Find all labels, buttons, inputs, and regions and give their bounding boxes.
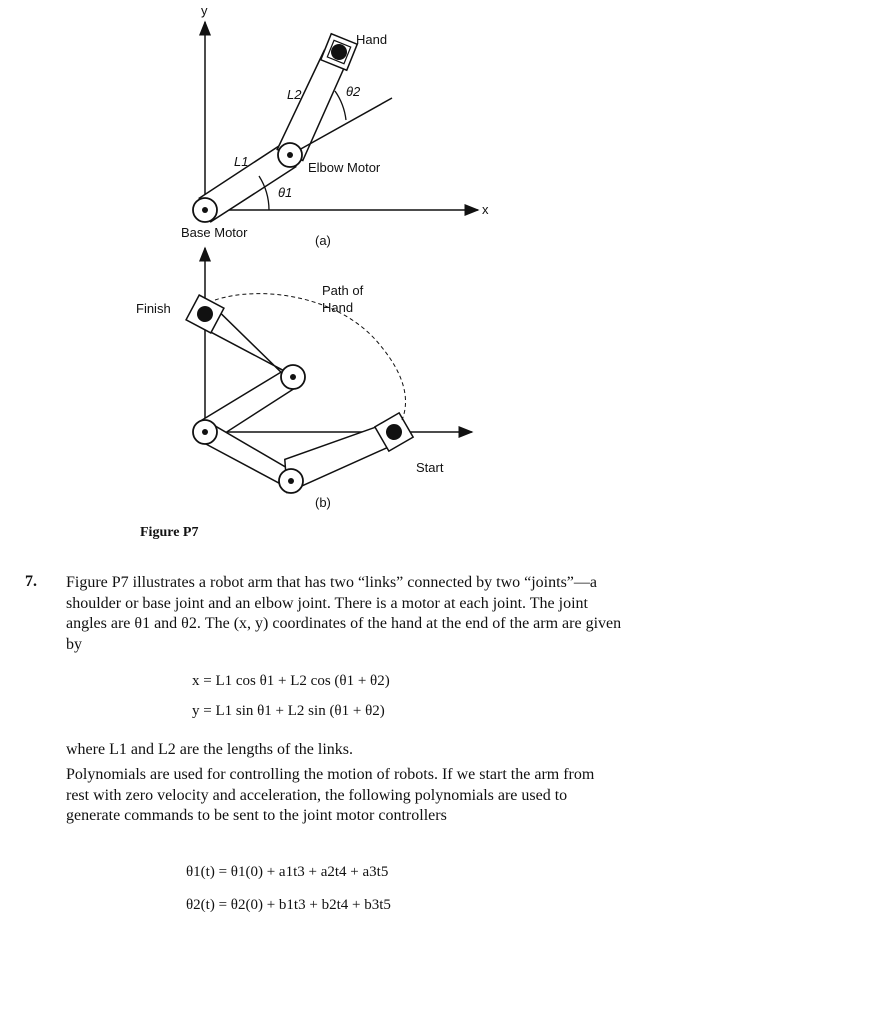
polynomial-intro: Polynomials are used for controlling the motion of robots. If we start the arm from rest with zero velocity and acceleration, the following polynomials are used to generate commands to be sent to the joint motor controllers	[66, 766, 595, 824]
link2-label: L2	[287, 87, 302, 102]
start-label: Start	[416, 460, 444, 475]
equation-theta1	[186, 864, 388, 881]
link1-label: L1	[234, 154, 249, 169]
problem-number: 7.	[25, 573, 37, 590]
y-axis-label: y	[201, 3, 208, 18]
where-text: where L1 and L2 are the lengths of the links.	[66, 741, 354, 758]
equation-y	[192, 703, 385, 720]
finish-label: Finish	[136, 301, 171, 316]
equation-x	[192, 673, 390, 690]
equation-x-text: x = L1 cos θ1 + L2 cos (θ1 + θ2)	[192, 673, 390, 689]
equation-theta2-text: θ2(t) = θ2(0) + b1t3 + b2t4 + b3t5	[186, 897, 391, 913]
part-a-label: (a)	[315, 233, 331, 248]
base-motor-label: Base Motor	[181, 225, 248, 240]
figure-part-a	[181, 3, 489, 248]
equation-y-text: y = L1 sin θ1 + L2 sin (θ1 + θ2)	[192, 703, 385, 719]
equation-theta1-text: θ1(t) = θ1(0) + a1t3 + a2t4 + a3t5	[186, 864, 389, 880]
theta1-label: θ1	[278, 185, 293, 200]
path-hand-label: Hand	[322, 300, 354, 315]
theta2-arc	[335, 91, 346, 120]
x-axis-label: x	[482, 202, 489, 217]
hand-label: Hand	[356, 32, 388, 47]
equation-theta2	[186, 897, 391, 914]
figure-part-b	[136, 248, 472, 510]
part-b-label: (b)	[315, 495, 331, 510]
figure-caption: Figure P7	[140, 525, 199, 540]
elbow-motor-label: Elbow Motor	[308, 160, 381, 175]
path-of-label: Path of	[322, 283, 364, 298]
theta2-label: θ2	[346, 84, 361, 99]
problem-intro: Figure P7 illustrates a robot arm that has two “links” connected by two “joints”—a shoulder or base joint and an elbow joint. There is a motor at each joint. The joint angles are θ1 and θ2. The (x, y) coordinates of the hand at the end of the arm are given by	[66, 574, 622, 653]
